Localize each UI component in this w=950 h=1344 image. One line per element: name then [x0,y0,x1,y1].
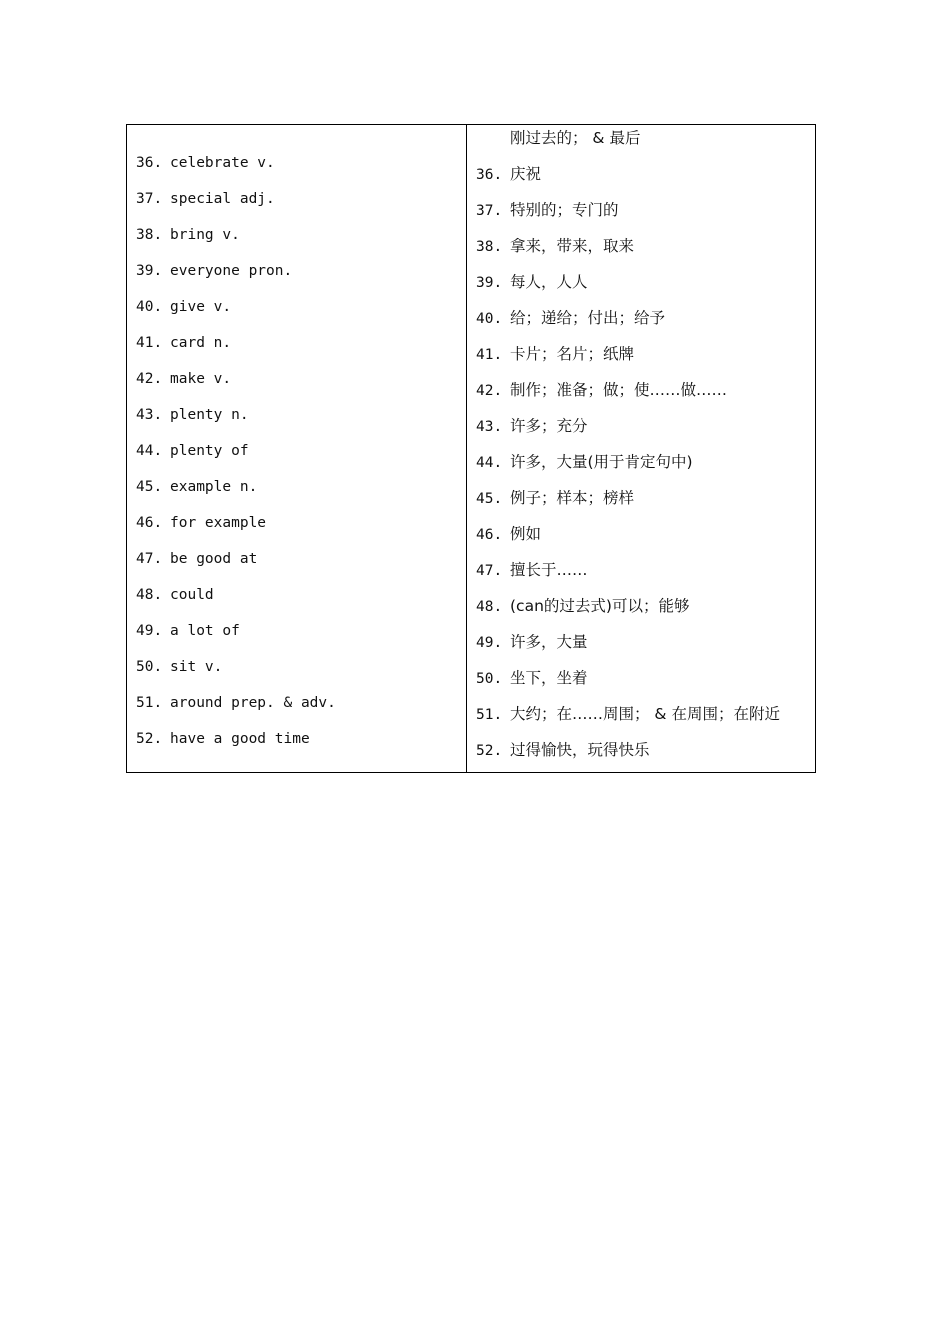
english-word: celebrate v. [170,155,275,171]
chinese-meaning: 许多，大量 [510,633,588,651]
chinese-meaning: 每人，人人 [510,273,588,291]
english-word: everyone pron. [170,263,293,279]
english-word: have a good time [170,731,310,747]
english-row [127,439,249,463]
chinese-meaning: 过得愉快，玩得快乐 [510,741,650,759]
chinese-row [467,594,689,618]
chinese-meaning: 大约；在……周围； & 在周围；在附近 [510,705,780,723]
row-number: 36. [136,155,163,171]
english-column [127,125,467,772]
english-row [127,475,257,499]
english-word: for example [170,515,267,531]
english-word: give v. [170,299,232,315]
row-number: 36. [476,167,503,183]
row-number: 44. [136,443,163,459]
english-row [127,403,249,427]
english-word: make v. [170,371,232,387]
chinese-meaning: 擅长于…… [510,561,588,579]
chinese-row [467,270,588,294]
row-number: 43. [136,407,163,423]
english-word: example n. [170,479,258,495]
english-row [127,583,214,607]
row-number: 45. [476,491,503,507]
english-row [127,187,275,211]
row-number: 37. [136,191,163,207]
chinese-meaning: (can的过去式)可以；能够 [510,597,690,615]
chinese-row [467,630,588,654]
chinese-meaning: 许多，大量(用于肯定句中) [510,453,693,471]
english-word: be good at [170,551,258,567]
chinese-meaning: 卡片；名片；纸牌 [510,345,635,363]
row-number: 52. [136,731,163,747]
english-row [127,295,231,319]
chinese-row [467,378,727,402]
row-number: 46. [136,515,163,531]
chinese-row [467,450,693,474]
chinese-column [467,125,815,772]
chinese-row [467,486,634,510]
chinese-meaning: 例子；样本；榜样 [510,489,635,507]
row-number: 41. [476,347,503,363]
row-number: 48. [136,587,163,603]
english-word: could [170,587,214,603]
chinese-row [467,666,588,690]
row-number: 48. [476,599,503,615]
row-number: 40. [136,299,163,315]
english-row [127,511,266,535]
english-row [127,727,310,751]
chinese-meaning: 给；递给；付出；给予 [510,309,666,327]
english-word: card n. [170,335,232,351]
english-word: plenty n. [170,407,249,423]
english-word: bring v. [170,227,240,243]
chinese-meaning: 特别的；专门的 [510,201,619,219]
chinese-row [467,414,588,438]
row-number: 39. [476,275,503,291]
chinese-row [467,306,665,330]
row-number: 38. [476,239,503,255]
chinese-meaning: 许多；充分 [510,417,588,435]
vocab-table [126,124,816,773]
row-number: 49. [476,635,503,651]
chinese-meaning: 制作；准备；做；使……做…… [510,381,728,399]
row-number: 39. [136,263,163,279]
chinese-row [467,234,634,258]
english-row [127,619,240,643]
row-number: 51. [476,707,503,723]
row-number: 49. [136,623,163,639]
row-number: 38. [136,227,163,243]
english-word: plenty of [170,443,249,459]
row-number: 51. [136,695,163,711]
chinese-meaning: 例如 [510,525,542,543]
row-number: 43. [476,419,503,435]
chinese-row [467,558,588,582]
chinese-row [467,342,634,366]
row-number: 50. [136,659,163,675]
row-number: 44. [476,455,503,471]
chinese-meaning: 坐下，坐着 [510,669,588,687]
row-number: 46. [476,527,503,543]
row-number: 45. [136,479,163,495]
chinese-continuation: 刚过去的； & 最后 [510,129,641,147]
english-row [127,367,231,391]
row-number: 40. [476,311,503,327]
row-number: 50. [476,671,503,687]
english-word: special adj. [170,191,275,207]
english-word: around prep. & adv. [170,695,336,711]
row-number: 52. [476,743,503,759]
english-row [127,691,336,715]
chinese-meaning: 庆祝 [510,165,542,183]
english-row [127,547,257,571]
english-row [127,655,222,679]
chinese-row [467,198,619,222]
english-row [127,223,240,247]
row-number: 37. [476,203,503,219]
row-number: 42. [476,383,503,399]
row-number: 42. [136,371,163,387]
chinese-meaning: 拿来，带来，取来 [510,237,635,255]
row-number: 47. [136,551,163,567]
chinese-row [467,162,541,186]
english-row [127,259,292,283]
english-row [127,151,275,175]
chinese-row [467,738,650,762]
english-row [127,331,231,355]
row-number: 47. [476,563,503,579]
row-number: 41. [136,335,163,351]
chinese-row [467,702,780,726]
english-word: sit v. [170,659,223,675]
chinese-row [467,522,541,546]
english-word: a lot of [170,623,240,639]
